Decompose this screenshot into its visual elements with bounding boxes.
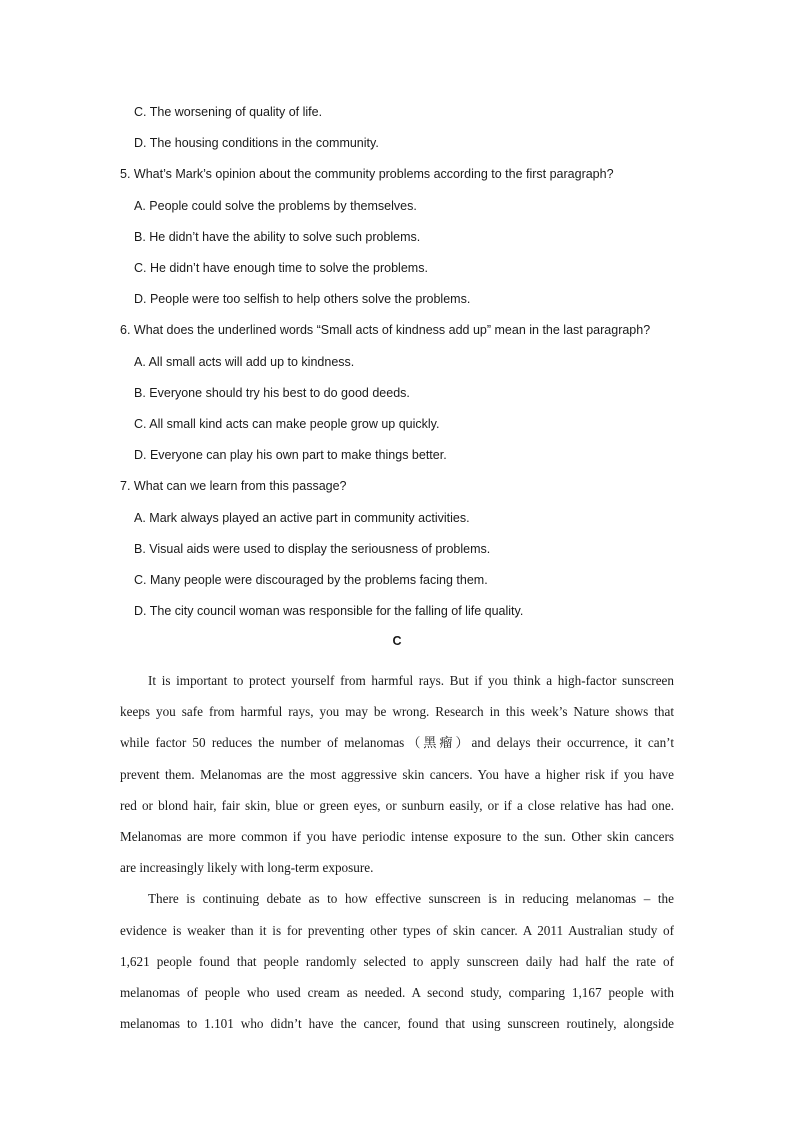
question-6-stem: 6. What does the underlined words “Small acts of kindness add up” mean in the last paragraph?: [120, 323, 651, 337]
question-7-stem: 7. What can we learn from this passage?: [120, 479, 347, 493]
question-7-option-b: B. Visual aids were used to display the seriousness of problems.: [134, 542, 491, 556]
passage-line: It is important to protect yourself from harmful rays. But if you think a high-factor sunscreen: [148, 673, 674, 688]
passage-line: 1,621 people found that people randomly selected to apply sunscreen daily had half the rate of: [120, 953, 674, 969]
passage-line: melanomas to 1.101 who didn’t have the cancer, found that using sunscreen routinely, alongside: [120, 1016, 674, 1032]
passage-c: [120, 665, 674, 1039]
question-7-option-c: C. Many people were discouraged by the problems facing them.: [134, 573, 488, 587]
passage-line: There is continuing debate as to how effective sunscreen is in reducing melanomas – the: [148, 891, 674, 907]
question-6-option-d: D. Everyone can play his own part to make things better.: [134, 448, 447, 462]
passage-line: melanomas of people who used cream as needed. A second study, comparing 1,167 people with: [120, 984, 674, 1000]
question-6-option-c: C. All small kind acts can make people grow up quickly.: [134, 417, 440, 431]
question-6-option-b: B. Everyone should try his best to do good deeds.: [134, 386, 410, 400]
passage-line: prevent them. Melanomas are the most aggressive skin cancers. You have a higher risk if you have: [120, 766, 674, 782]
question-5-option-a: A. People could solve the problems by themselves.: [134, 199, 417, 213]
question-7-option-d: D. The city council woman was responsible for the falling of life quality.: [134, 604, 524, 618]
passage-line: red or blond hair, fair skin, blue or green eyes, or sunburn easily, or if a close relative has had one.: [120, 797, 674, 813]
question-4-option-d: D. The housing conditions in the community.: [134, 136, 379, 150]
passage-line: Melanomas are more common if you have periodic intense exposure to the sun. Other skin cancers: [120, 828, 674, 844]
question-4-option-c: C. The worsening of quality of life.: [134, 105, 323, 119]
passage-line: while factor 50 reduces the number of melanomas（黑瘤）and delays their occurrence, it can’t: [120, 735, 674, 751]
question-5-option-c: C. He didn’t have enough time to solve the problems.: [134, 261, 428, 275]
passage-line: evidence is weaker than it is for preventing other types of skin cancer. A 2011 Australian study of: [120, 922, 674, 938]
question-6-option-a: A. All small acts will add up to kindness.: [134, 355, 355, 369]
question-5-option-d: D. People were too selfish to help others solve the problems.: [134, 292, 471, 306]
passage-line: keeps you safe from harmful rays, you may be wrong. Research in this week’s Nature shows that: [120, 704, 674, 720]
question-5-stem: 5. What’s Mark’s opinion about the community problems according to the first paragraph?: [120, 167, 614, 181]
section-title: C: [392, 634, 402, 648]
passage-line: are increasingly likely with long-term exposure.: [120, 860, 374, 876]
question-5-option-b: B. He didn’t have the ability to solve such problems.: [134, 230, 421, 244]
question-7-option-a: A. Mark always played an active part in community activities.: [134, 511, 470, 525]
